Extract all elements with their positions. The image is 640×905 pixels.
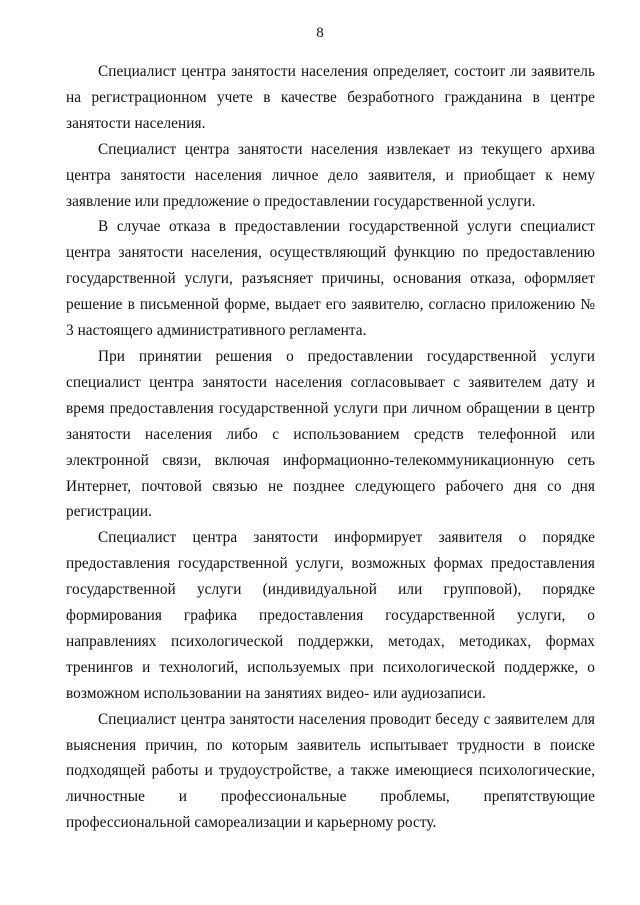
paragraph-registration-check: Специалист центра занятости населения определяет, состоит ли заявитель на регистрационном учете в качестве безработного гражданина в центре занятости населения.: [66, 63, 595, 132]
paragraph-interview: Специалист центра занятости населения проводит беседу с заявителем для выяснения причин, по которым заявитель испытывает трудности в поиске подходящей работы и трудоустройстве, а также имеющиеся психологические, личностные и профессиональные проблемы, препятствующие профессиональной самореализации и карьерному росту.: [66, 710, 595, 832]
paragraph-scheduling: При принятии решения о предоставлении государственной услуги специалист центра занятости населения согласовывает с заявителем дату и время предоставления государственной услуги при личном обращении в центр занятости населения либо с использованием средств телефонной или электронной связи, включая информационно-телекоммуникационную сеть Интернет, почтовой связью не позднее следующего рабочего дня со дня регистрации.: [66, 347, 595, 521]
page-number: 8: [316, 25, 324, 41]
paragraph-personal-file: Специалист центра занятости населения извлекает из текущего архива центра занятости населения личное дело заявителя, и приобщает к нему заявление или предложение о предоставлении государственной услуги.: [66, 140, 595, 210]
paragraph-informing: Специалист центра занятости информирует заявителя о порядке предоставления государственной услуги, возможных формах предоставления государственной услуги (индивидуальной или групповой), порядке формирования графика предоставления государственной услуги, о направлениях психологической поддержки, методах, методиках, формах тренингов и технологий, используемых при психологической поддержке, о возможном использовании на занятиях видео- или аудиозаписи.: [66, 529, 595, 702]
paragraph-refusal: В случае отказа в предоставлении государственной услуги специалист центра занятости населения, осуществляющий функцию по предоставлению государственной услуги, разъясняет причины, основания отказа, оформляет решение в письменной форме, выдает его заявителю, согласно приложению № 3 настоящего административного регламента.: [66, 218, 595, 340]
document-body: [66, 59, 595, 836]
